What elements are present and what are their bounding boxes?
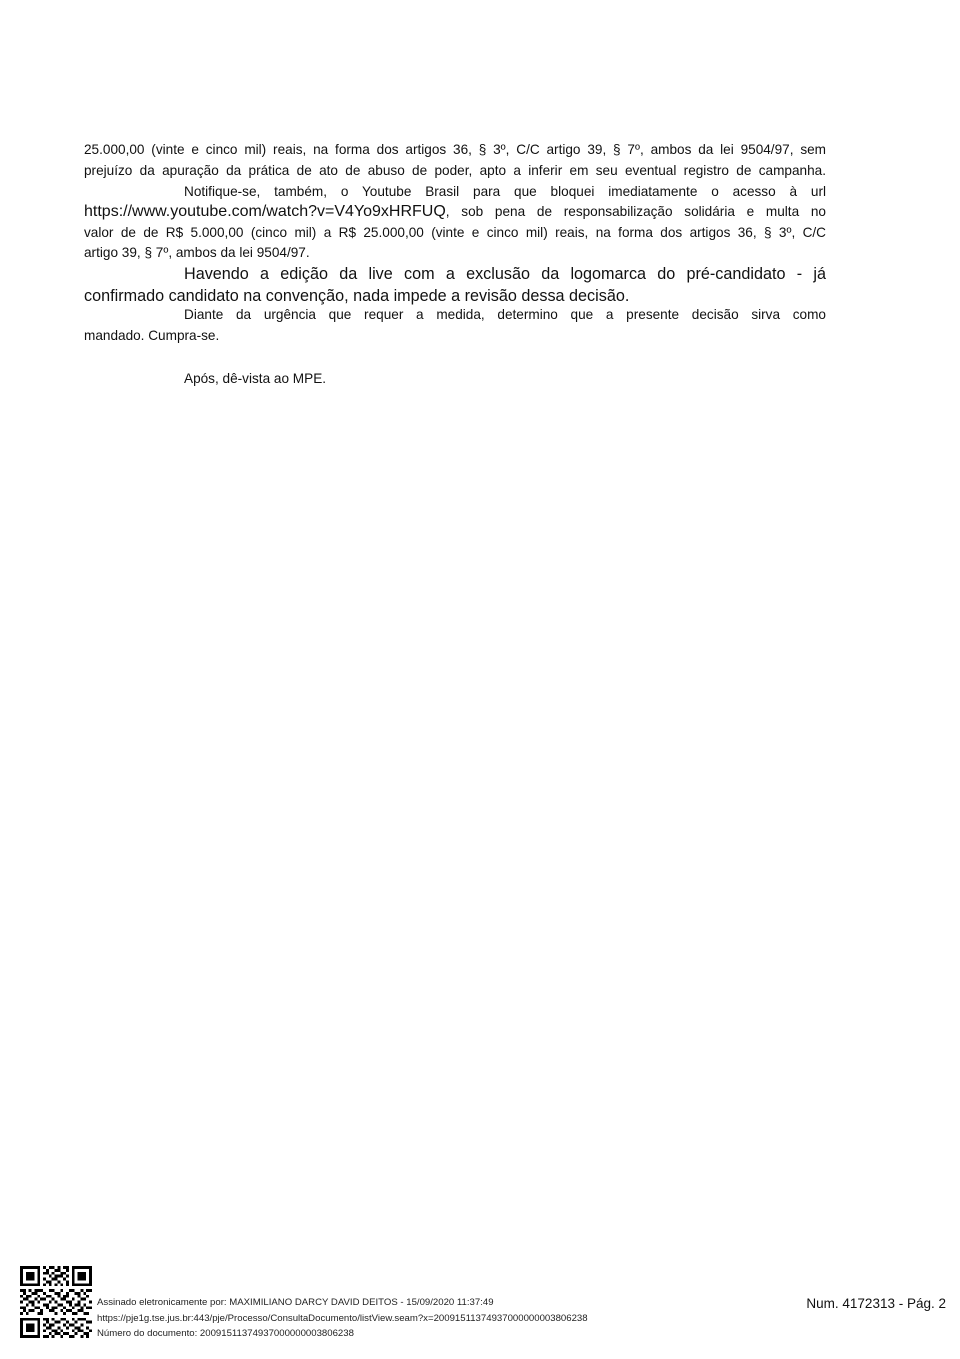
paragraph-line: artigo 39, § 7º, ambos da lei 9504/97. <box>84 245 310 260</box>
paragraph-line <box>84 182 826 202</box>
page-number-label: Num. 4172313 - Pág. 2 <box>806 1296 946 1311</box>
paragraph-line: mandado. Cumpra-se. <box>84 328 220 343</box>
paragraph-text: Havendo a edição da live com a exclusão da logomarca do pré-candidato - já <box>184 265 826 283</box>
paragraph-text: , sob pena de responsabilização solidária e multa no <box>445 204 826 219</box>
paragraph-line <box>84 305 826 325</box>
signed-by-text: Assinado eletronicamente por: MAXIMILIANO DARCY DAVID DEITOS - 15/09/2020 11:37:49 <box>97 1297 494 1308</box>
paragraph-text: Notifique-se, também, o Youtube Brasil para que bloquei imediatamente o acesso à url <box>184 184 826 199</box>
paragraph-line: valor de de R$ 5.000,00 (cinco mil) a R$ 25.000,00 (vinte e cinco mil) reais, na forma dos artigos 36, § 3º, C/C <box>84 225 826 240</box>
paragraph-text: Após, dê-vista ao MPE. <box>184 371 327 386</box>
paragraph-line: confirmado candidato na convenção, nada impede a revisão dessa decisão. <box>84 287 630 305</box>
qr-code-icon <box>20 1266 92 1338</box>
paragraph-line <box>84 263 826 285</box>
document-number-text: Número do documento: 20091511374937000000003806238 <box>97 1328 354 1339</box>
signature-footer <box>97 1295 588 1342</box>
paragraph-text: Diante da urgência que requer a medida, determino que a presente decisão sirva como <box>184 307 826 322</box>
youtube-url-link: https://www.youtube.com/watch?v=V4Yo9xHRFUQ <box>84 203 446 220</box>
paragraph-line <box>84 202 826 222</box>
consulta-url-text: https://pje1g.tse.jus.br:443/pje/Processo/ConsultaDocumento/listView.seam?x=20091511374937000000003806238 <box>97 1312 588 1324</box>
paragraph-line: prejuízo da apuração da prática de ato de abuso de poder, apto a inferir em seu eventual registro de campanha. <box>84 163 826 178</box>
paragraph-line: 25.000,00 (vinte e cinco mil) reais, na forma dos artigos 36, § 3º, C/C artigo 39, § 7º, ambos da lei 9504/97, sem <box>84 142 826 157</box>
paragraph-line <box>84 369 826 389</box>
